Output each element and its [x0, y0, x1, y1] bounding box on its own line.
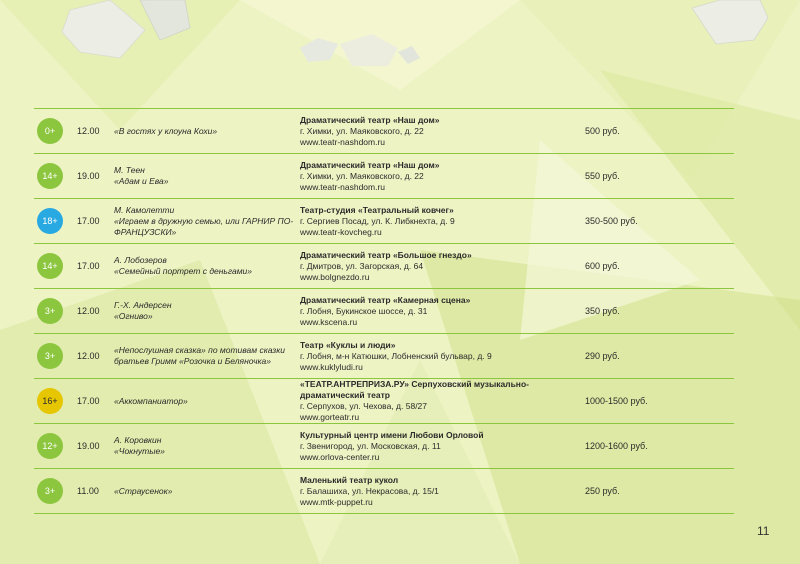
age-rating-badge: 16+: [37, 388, 63, 414]
venue-website: www.teatr-nashdom.ru: [300, 136, 386, 147]
venue-website: www.gorteatr.ru: [300, 412, 360, 422]
age-rating-badge: 14+: [37, 163, 63, 189]
show-time: 12.00: [77, 126, 100, 136]
age-rating-badge: 0+: [37, 118, 63, 144]
show-info: [114, 109, 294, 153]
table-row: [34, 198, 734, 243]
show-title: «Непослушная сказка» по мотивам сказки братьев Гримм «Розочка и Беляночка»: [114, 345, 285, 366]
venue-name: Культурный центр имени Любови Орловой: [300, 429, 484, 440]
venue-name: «ТЕАТР.АНТРЕПРИЗА.РУ» Серпуховский музыкально-драматический театр: [300, 379, 529, 400]
ticket-price: 250 руб.: [585, 485, 620, 496]
venue-address: г. Серпухов, ул. Чехова, д. 58/27: [300, 401, 428, 411]
age-rating-badge: 3+: [37, 298, 63, 324]
show-title: «Семейный портрет с деньгами»: [114, 266, 253, 276]
show-time: 19.00: [77, 441, 100, 451]
ticket-price: 350 руб.: [585, 305, 620, 316]
venue-address: г. Дмитров, ул. Загорская, д. 64: [300, 260, 424, 271]
venue-info: [300, 334, 570, 378]
show-info: [114, 244, 294, 288]
show-time: 12.00: [77, 351, 100, 361]
show-time: 17.00: [77, 216, 100, 226]
age-rating-badge: 3+: [37, 478, 63, 504]
venue-name: Драматический театр «Наш дом»: [300, 114, 440, 125]
show-info: [114, 334, 294, 378]
venue-website: www.orlova-center.ru: [300, 451, 380, 462]
venue-website: www.kscena.ru: [300, 316, 358, 327]
venue-address: г. Лобня, м-н Катюшки, Лобненский бульвар, д. 9: [300, 350, 492, 361]
ticket-price: 500 руб.: [585, 125, 620, 136]
venue-info: [300, 469, 570, 513]
show-info: [114, 154, 294, 198]
table-row: [34, 378, 734, 423]
show-info: [114, 379, 294, 423]
age-rating-badge: 3+: [37, 343, 63, 369]
venue-info: [300, 379, 570, 423]
table-row: [34, 333, 734, 378]
page-number: 11: [757, 524, 770, 538]
show-info: [114, 424, 294, 468]
venue-address: г. Лобня, Букинское шоссе, д. 31: [300, 305, 428, 316]
show-info: [114, 199, 294, 243]
venue-address: г. Балашиха, ул. Некрасова, д. 15/1: [300, 485, 439, 496]
table-row: [34, 423, 734, 468]
show-author: М. Теен: [114, 165, 145, 175]
show-time: 17.00: [77, 261, 100, 271]
show-title: «Аккомпаниатор»: [114, 395, 188, 406]
show-author: А. Лобозеров: [114, 255, 167, 265]
age-rating-badge: 12+: [37, 433, 63, 459]
show-title: «Страусенок»: [114, 485, 173, 496]
venue-address: г. Сергиев Посад, ул. К. Либкнехта, д. 9: [300, 215, 455, 226]
show-title: «Чокнутые»: [114, 446, 165, 456]
age-rating-badge: 14+: [37, 253, 63, 279]
show-time: 17.00: [77, 396, 100, 406]
ticket-price: 550 руб.: [585, 170, 620, 181]
venue-info: [300, 154, 570, 198]
venue-info: [300, 289, 570, 333]
schedule-table: [34, 108, 734, 514]
venue-info: [300, 199, 570, 243]
table-row: [34, 108, 734, 153]
venue-info: [300, 109, 570, 153]
ticket-price: 1200-1600 руб.: [585, 440, 648, 451]
table-row: [34, 243, 734, 288]
ticket-price: 350-500 руб.: [585, 215, 638, 226]
table-row: [34, 153, 734, 198]
venue-website: www.mtk-puppet.ru: [300, 496, 373, 507]
venue-website: www.teatr-nashdom.ru: [300, 181, 386, 192]
show-author: Г.-Х. Андерсен: [114, 300, 172, 310]
table-row: [34, 288, 734, 333]
show-info: [114, 469, 294, 513]
show-title: «Адам и Ева»: [114, 176, 169, 186]
venue-name: Театр-студия «Театральный ковчег»: [300, 204, 454, 215]
show-title: «Огниво»: [114, 311, 153, 321]
show-info: [114, 289, 294, 333]
show-time: 12.00: [77, 306, 100, 316]
ticket-price: 290 руб.: [585, 350, 620, 361]
show-title: «Играем в дружную семью, или ГАРНИР ПО-ФРАНЦУЗСКИ»: [114, 215, 294, 237]
show-time: 19.00: [77, 171, 100, 181]
venue-name: Драматический театр «Наш дом»: [300, 159, 440, 170]
venue-address: г. Звенигород, ул. Московская, д. 11: [300, 440, 441, 451]
venue-website: www.bolgnezdo.ru: [300, 271, 370, 282]
venue-website: www.kuklyludi.ru: [300, 361, 363, 372]
venue-name: Театр «Куклы и люди»: [300, 339, 396, 350]
show-author: М. Камолетти: [114, 204, 175, 215]
age-rating-badge: 18+: [37, 208, 63, 234]
venue-info: [300, 424, 570, 468]
venue-name: Драматический театр «Большое гнездо»: [300, 249, 472, 260]
venue-website: www.teatr-kovcheg.ru: [300, 226, 382, 237]
show-time: 11.00: [77, 486, 99, 496]
venue-name: Маленький театр кукол: [300, 474, 399, 485]
ticket-price: 1000-1500 руб.: [585, 395, 648, 406]
venue-name: Драматический театр «Камерная сцена»: [300, 294, 471, 305]
venue-info: [300, 244, 570, 288]
show-author: А. Коровкин: [114, 435, 162, 445]
ticket-price: 600 руб.: [585, 260, 620, 271]
show-title: «В гостях у клоуна Кохи»: [114, 125, 218, 136]
venue-address: г. Химки, ул. Маяковского, д. 22: [300, 125, 424, 136]
venue-address: г. Химки, ул. Маяковского, д. 22: [300, 170, 424, 181]
table-row: [34, 468, 734, 514]
